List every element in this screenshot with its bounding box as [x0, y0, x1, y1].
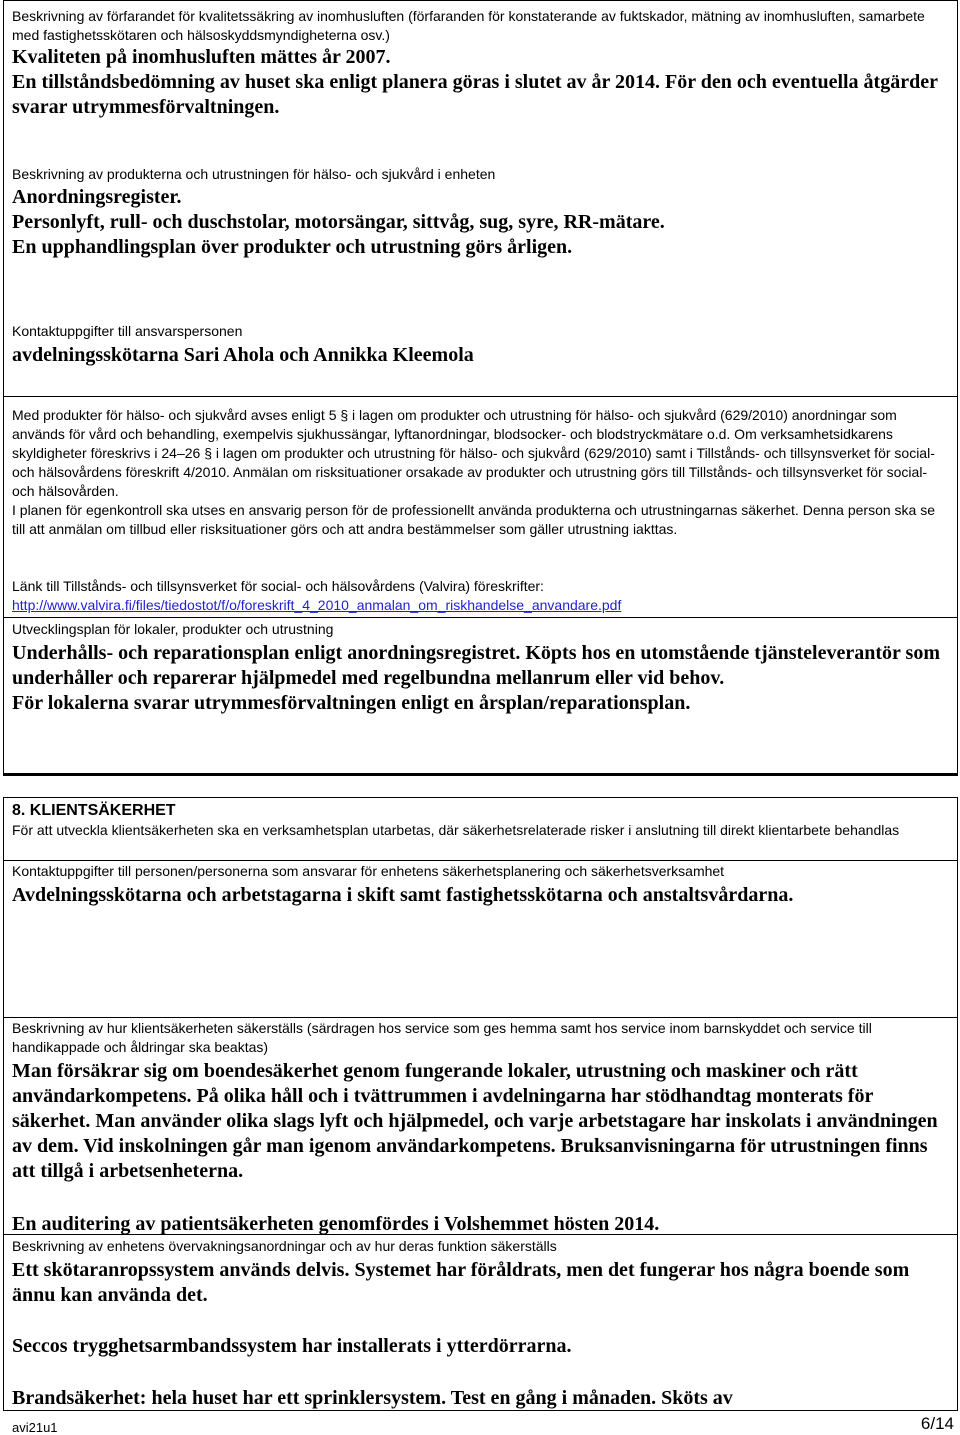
divider [4, 617, 957, 618]
audit-text: En auditering av patientsäkerheten genomfördes i Volshemmet hösten 2014. [12, 1213, 660, 1235]
fire-safety-text: Brandsäkerhet: hela huset har ett sprinklersystem. Test en gång i månaden. Sköts av [12, 1387, 733, 1409]
indoor-air-text: Kvaliteten på inomhusluften mättes år 2007. En tillståndsbedömning av huset ska enligt planera göras i slutet av år 2014. För den och eventuella åtgärder svarar utrymmesförvaltningen. [12, 46, 938, 118]
divider [4, 860, 957, 861]
legal-info-paragraph-1: Med produkter för hälso- och sjukvård avses enligt 5 § i lagen om produkter och utrustning för hälso- och sjukvård (629/2010) anordningar som används för vård och behandling, exempelvis sjukhussängar, lyftanordningar, blodsocker- och blodstryckmätare o.d. Om verksamhetsidkarens skyldigheter föreskrivs i 24–26 § i lagen om produkter och utrustning för hälso- och sjukvård (629/2010) samt i Tillstånds- och tillsynsverket för social- och hälsovårdens föreskrift 4/2010. Anmälan om risksituationer orsakade av produkter och utrustning görs till Tillstånds- och tillsynsverket för social- och hälsovården. [12, 407, 935, 499]
contact-text: avdelningsskötarna Sari Ahola och Annikka Kleemola [12, 344, 474, 366]
section-heading: 8. KLIENTSÄKERHET [12, 802, 176, 819]
products-label: Beskrivning av produkterna och utrustningen för hälso- och sjukvård i enheten [12, 166, 496, 182]
safety-description-text: Man försäkrar sig om boendesäkerhet genom fungerande lokaler, utrustning och maskiner och rätt användarkompetens. På olika håll och i tvättrummen i avdelningarna har stödhandtag monterats för säkerhet. Man använder olika slags lyft och hjälpmedel, och varje arbetstagare har inskolats i användningen av dem. Vid inskolningen går man igenom användarkompetens. Bruksanvisningarna för utrustningen finns att tillgå i arbetsenheterna. [12, 1060, 938, 1182]
legal-info-paragraph-2: I planen för egenkontroll ska utses en ansvarig person för de professionellt använda produkterna och utrustningarnas säkerhet. Denna person ska se till att anmälan om tillbud eller risksituationer görs och att andra bestämmelser som gäller utrustning iakttas. [12, 502, 936, 537]
divider [4, 1234, 957, 1235]
form-box-client-safety [3, 797, 958, 1411]
page-number: 6/14 [920, 1414, 954, 1433]
form-box-quality [3, 0, 958, 776]
monitoring-label: Beskrivning av enhetens övervakningsanordningar och av hur deras funktion säkerställs [12, 1238, 557, 1254]
divider [4, 396, 957, 397]
divider [4, 1017, 957, 1018]
monitoring-text: Ett skötaranropssystem används delvis. Systemet har föråldrats, men det fungerar hos några boende som ännu kan använda det. [12, 1259, 910, 1306]
bracelet-text: Seccos trygghetsarmbandssystem har installerats i ytterdörrarna. [12, 1335, 572, 1357]
document-id: avi21u1 [12, 1420, 58, 1435]
safety-description-label: Beskrivning av hur klientsäkerheten säkerställs (särdragen hos service som ges hemma samt hos service inom barnskyddet och service till handikappade och åldringar ska beaktas) [12, 1020, 872, 1055]
products-text: Anordningsregister. Personlyft, rull- och duschstolar, motorsängar, sittvåg, sug, syre, RR-mätare. En upphandlingsplan över produkter och utrustning görs årligen. [12, 186, 665, 258]
safety-contact-label: Kontaktuppgifter till personen/personerna som ansvarar för enhetens säkerhetsplanering och säkerhetsverksamhet [12, 863, 725, 879]
valvira-link[interactable]: http://www.valvira.fi/files/tiedostot/f/o/foreskrift_4_2010_anmalan_om_riskhandelse_anvandare.pdf [12, 597, 622, 613]
safety-contact-text: Avdelningsskötarna och arbetstagarna i skift samt fastighetsskötarna och anstaltsvårdarna. [12, 884, 794, 906]
client-safety-intro: För att utveckla klientsäkerheten ska en verksamhetsplan utarbetas, där säkerhetsrelaterade risker i anslutning till direkt klientarbete behandlas [12, 822, 900, 838]
contact-label: Kontaktuppgifter till ansvarspersonen [12, 323, 243, 339]
development-plan-text: Underhålls- och reparationsplan enligt anordningsregistret. Köpts hos en utomstående tjänsteleverantör som underhåller och reparerar hjälpmedel med regelbundna mellanrum eller vid behov. För lokalerna svarar utrymmesförvaltningen enligt en årsplan/reparationsplan. [12, 642, 940, 714]
valvira-link-row [12, 596, 949, 615]
link-label: Länk till Tillstånds- och tillsynsverket för social- och hälsovårdens (Valvira) föreskrifter: [12, 578, 544, 594]
development-plan-label: Utvecklingsplan för lokaler, produkter och utrustning [12, 621, 334, 637]
indoor-air-label: Beskrivning av förfarandet för kvalitetssäkring av inomhusluften (förfaranden för konstaterande av fuktskador, mätning av inomhusluften, samarbete med fastighetsskötaren och hälsoskyddsmyndigheterna osv.) [12, 8, 925, 43]
